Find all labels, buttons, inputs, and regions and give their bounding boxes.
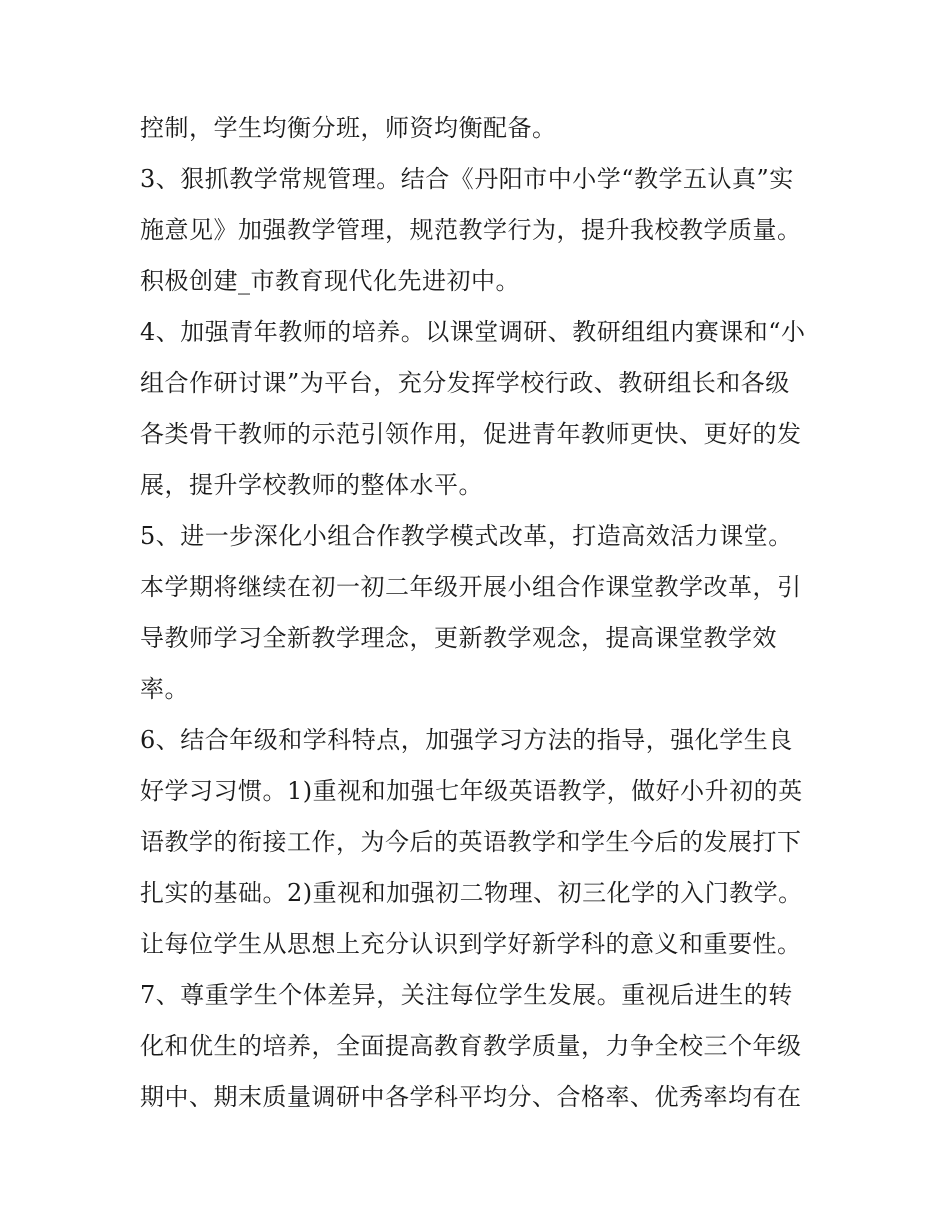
text-line: 6、结合年级和学科特点，加强学习方法的指导，强化学生良 [140, 726, 793, 754]
text-line: 积极创建_市教育现代化先进初中。 [140, 267, 520, 295]
text-line: 各类骨干教师的示范引领作用，促进青年教师更快、更好的发 [140, 420, 802, 448]
text-line: 扎实的基础。2)重视和加强初二物理、初三化学的入门教学。 [140, 879, 803, 907]
text-line: 控制，学生均衡分班，师资均衡配备。 [140, 114, 557, 142]
text-line: 组合作研讨课”为平台，充分发挥学校行政、教研组长和各级 [140, 369, 790, 397]
text-line: 让每位学生从思想上充分认识到学好新学科的意义和重要性。 [140, 930, 802, 958]
text-line: 率。 [140, 675, 189, 703]
text-line: 本学期将继续在初一初二年级开展小组合作课堂教学改革，引 [140, 573, 802, 601]
text-line: 4、加强青年教师的培养。以课堂调研、教研组组内赛课和“小 [140, 318, 806, 346]
document-body [140, 103, 830, 1123]
text-line: 3、狠抓教学常规管理。结合《丹阳市中小学“教学五认真”实 [140, 165, 794, 193]
text-line: 施意见》加强教学管理，规范教学行为，提升我校教学质量。 [140, 216, 802, 244]
text-line: 化和优生的培养，全面提高教育教学质量，力争全校三个年级 [140, 1032, 802, 1060]
text-line: 5、进一步深化小组合作教学模式改革，打造高效活力课堂。 [140, 522, 793, 550]
text-line: 语教学的衔接工作，为今后的英语教学和学生今后的发展打下 [140, 828, 802, 856]
text-line: 导教师学习全新教学理念，更新教学观念，提高课堂教学效 [140, 624, 777, 652]
text-line: 好学习习惯。1)重视和加强七年级英语教学，做好小升初的英 [140, 777, 803, 805]
text-line: 展，提升学校教师的整体水平。 [140, 471, 483, 499]
text-line: 7、尊重学生个体差异，关注每位学生发展。重视后进生的转 [140, 981, 793, 1009]
text-line: 期中、期末质量调研中各学科平均分、合格率、优秀率均有在 [140, 1083, 802, 1111]
